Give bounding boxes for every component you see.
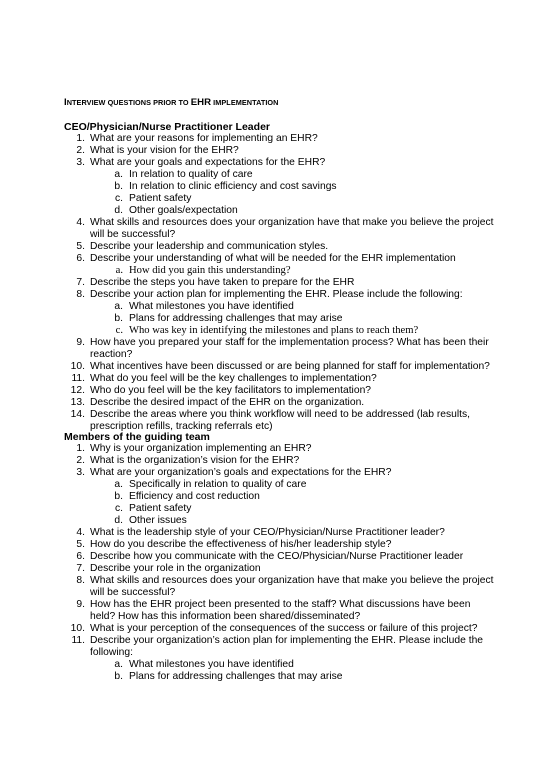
question-text: Why is your organization implementing an EHR? (90, 443, 312, 454)
question-item (64, 145, 504, 157)
question-item (64, 133, 504, 145)
sub-item (64, 193, 504, 205)
question-number: 10. (70, 623, 85, 634)
sub-text: What milestones you have identified (129, 301, 294, 312)
question-item (64, 217, 504, 229)
question-continuation: reaction? (90, 349, 133, 360)
question-number: 5. (76, 241, 85, 252)
section-guiding-team (64, 431, 504, 683)
question-text: Describe your understanding of what will be needed for the EHR implementation (90, 253, 456, 264)
sub-item (64, 265, 504, 277)
question-text: What are your goals and expectations for the EHR? (90, 157, 326, 168)
question-number: 13. (70, 397, 85, 408)
question-text: Describe the areas where you think workflow will need to be addressed (lab results, (90, 409, 471, 420)
sub-letter: b. (114, 181, 123, 192)
section-ceo-leader (64, 121, 504, 433)
question-text: What are your organization’s goals and expectations for the EHR? (90, 467, 392, 478)
sub-text: In relation to quality of care (129, 169, 253, 180)
sub-text: How did you gain this understanding? (129, 265, 291, 276)
sub-letter: a. (114, 169, 123, 180)
question-item (64, 385, 504, 397)
title-part: IMPLEMENTATION (211, 98, 279, 107)
question-number: 3. (76, 157, 85, 168)
question-item (64, 551, 504, 563)
question-text: What do you feel will be the key challenges to implementation? (90, 373, 377, 384)
sub-letter: a. (114, 479, 123, 490)
question-text: Describe the desired impact of the EHR on the organization. (90, 397, 365, 408)
question-text: Describe how you communicate with the CEO/Physician/Nurse Practitioner leader (90, 551, 464, 562)
question-continuation: will be successful? (90, 229, 176, 240)
document-title (64, 98, 278, 108)
question-text: How have you prepared your staff for the implementation process? What has been their (90, 337, 489, 348)
question-item (64, 467, 504, 479)
question-text: How do you describe the effectiveness of his/her leadership style? (90, 539, 392, 550)
question-item (64, 527, 504, 539)
question-text: What skills and resources does your organization have that make you believe the project (90, 217, 494, 228)
sub-letter: d. (114, 515, 123, 526)
question-item (64, 157, 504, 169)
sub-text: Plans for addressing challenges that may arise (129, 313, 343, 324)
question-text: What is your perception of the consequences of the success or failure of this project? (90, 623, 478, 634)
question-text: Describe your leadership and communication styles. (90, 241, 329, 252)
question-text: What is the leadership style of your CEO/Physician/Nurse Practitioner leader? (90, 527, 445, 538)
sub-item (64, 313, 504, 325)
question-number: 4. (76, 527, 85, 538)
sub-text: What milestones you have identified (129, 659, 294, 670)
section-heading: CEO/Physician/Nurse Practitioner Leader (64, 121, 270, 133)
sub-item (64, 325, 504, 337)
question-number: 7. (76, 563, 85, 574)
sub-item (64, 659, 504, 671)
question-number: 7. (76, 277, 85, 288)
question-text: What is your vision for the EHR? (90, 145, 239, 156)
question-continuation: held? How has this information been shared/disseminated? (90, 611, 361, 622)
sub-text: Other goals/expectation (129, 205, 238, 216)
question-number: 11. (71, 635, 85, 646)
question-item (64, 241, 504, 253)
sub-letter: a. (114, 659, 123, 670)
question-item (64, 599, 504, 611)
question-number: 3. (76, 467, 85, 478)
question-text: Describe the steps you have taken to prepare for the EHR (90, 277, 355, 288)
question-item (64, 373, 504, 385)
question-item (64, 277, 504, 289)
sub-item (64, 181, 504, 193)
question-number: 14. (70, 409, 85, 420)
question-number: 12. (70, 385, 85, 396)
sub-item (64, 205, 504, 217)
sub-text: Who was key in identifying the milestones and plans to reach them? (129, 325, 419, 336)
sub-item (64, 169, 504, 181)
question-item (64, 623, 504, 635)
question-item (64, 253, 504, 265)
question-number: 9. (76, 337, 85, 348)
question-item (64, 455, 504, 467)
question-continuation: prescription refills, tracking referrals etc) (90, 421, 273, 432)
question-number: 2. (76, 455, 85, 466)
sub-letter: c. (115, 325, 123, 336)
sub-letter: b. (114, 491, 123, 502)
sub-text: Patient safety (129, 193, 192, 204)
question-number: 6. (76, 253, 85, 264)
sub-text: Efficiency and cost reduction (129, 491, 260, 502)
sub-letter: c. (114, 193, 123, 204)
question-number: 11. (71, 373, 85, 384)
question-item (64, 443, 504, 455)
question-text: Who do you feel will be the key facilitators to implementation? (90, 385, 372, 396)
sub-item (64, 491, 504, 503)
question-number: 5. (76, 539, 85, 550)
question-text: Describe your organization’s action plan for implementing the EHR. Please include the (90, 635, 484, 646)
question-number: 1. (76, 443, 85, 454)
title-initial: I (64, 97, 67, 108)
question-number: 8. (76, 289, 85, 300)
question-number: 10. (70, 361, 85, 372)
sub-letter: a. (115, 265, 123, 276)
question-number: 6. (76, 551, 85, 562)
question-number: 4. (76, 217, 85, 228)
sub-letter: c. (114, 503, 123, 514)
question-continuation: following: (90, 647, 133, 658)
question-item (64, 337, 504, 349)
sub-item (64, 479, 504, 491)
question-text: Describe your action plan for implementing the EHR. Please include the following: (90, 289, 463, 300)
question-item (64, 563, 504, 575)
sub-text: Plans for addressing challenges that may arise (129, 671, 343, 682)
sub-item (64, 671, 504, 683)
sub-item (64, 301, 504, 313)
question-item (64, 397, 504, 409)
question-item (64, 289, 504, 301)
question-item (64, 575, 504, 587)
section-heading: Members of the guiding team (64, 431, 210, 443)
sub-text: Patient safety (129, 503, 192, 514)
sub-letter: b. (114, 671, 123, 682)
sub-letter: a. (114, 301, 123, 312)
question-text: Describe your role in the organization (90, 563, 261, 574)
question-item (64, 361, 504, 373)
sub-text: Other issues (129, 515, 187, 526)
question-text: How has the EHR project been presented to the staff? What discussions have been (90, 599, 471, 610)
question-item (64, 409, 504, 421)
sub-letter: b. (114, 313, 123, 324)
question-continuation: will be successful? (90, 587, 176, 598)
question-number: 8. (76, 575, 85, 586)
sub-letter: d. (114, 205, 123, 216)
sub-item (64, 503, 504, 515)
question-number: 1. (76, 133, 85, 144)
question-text: What incentives have been discussed or are being planned for staff for implementation? (90, 361, 490, 372)
question-text: What are your reasons for implementing an EHR? (90, 133, 318, 144)
question-text: What is the organization’s vision for the EHR? (90, 455, 300, 466)
title-part: NTERVIEW QUESTIONS PRIOR TO (66, 98, 191, 107)
question-item (64, 635, 504, 647)
question-text: What skills and resources does your organization have that make you believe the project (90, 575, 494, 586)
question-number: 9. (76, 599, 85, 610)
title-acronym: EHR (190, 97, 212, 108)
sub-text: In relation to clinic efficiency and cost savings (129, 181, 337, 192)
question-number: 2. (76, 145, 85, 156)
question-item (64, 539, 504, 551)
sub-text: Specifically in relation to quality of care (129, 479, 307, 490)
sub-item (64, 515, 504, 527)
